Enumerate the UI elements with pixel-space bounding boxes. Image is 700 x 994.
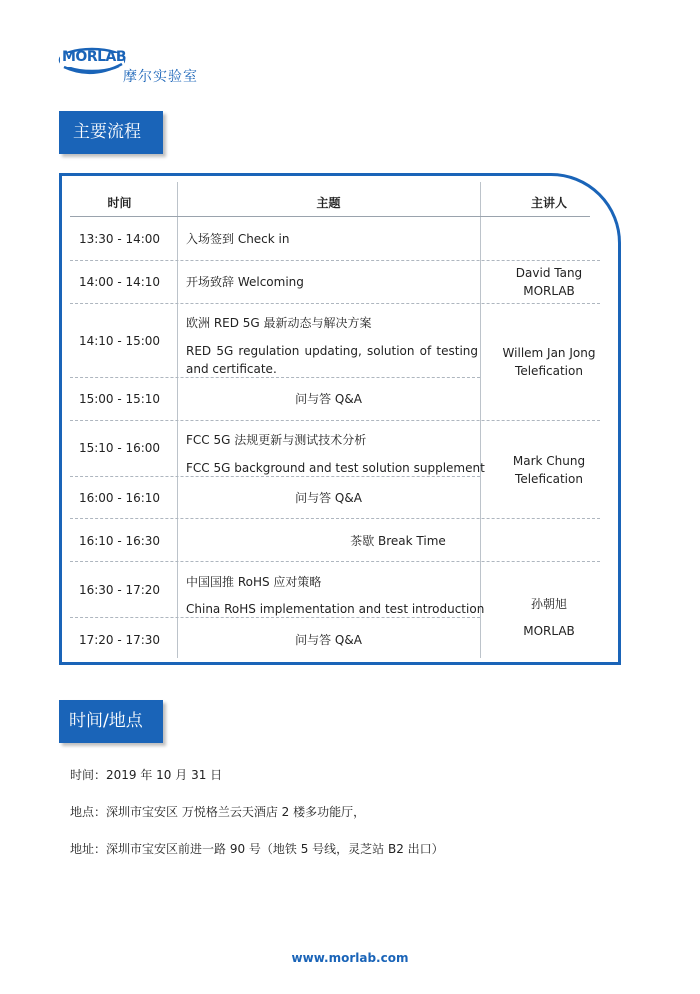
- header-topic: 主题: [316, 196, 341, 210]
- speaker-name: David Tang: [515, 266, 583, 280]
- table-row-topic: 问与答 Q&A: [295, 633, 362, 647]
- logo-text: 摩尔实验室: [123, 69, 198, 85]
- table-row-topic: 茶歇 Break Time: [350, 534, 446, 548]
- table-row-time: 14:00 - 14:10: [78, 275, 161, 289]
- row-divider: [70, 260, 600, 261]
- header-speaker: 主讲人: [530, 196, 567, 210]
- row-divider: [70, 420, 600, 421]
- table-row-topic-en: China RoHS implementation and test introduction: [186, 602, 485, 616]
- table-row-topic: 开场致辞 Welcoming: [186, 275, 304, 289]
- table-row-topic-cn: FCC 5G 法规更新与测试技术分析: [186, 433, 367, 447]
- row-divider: [70, 617, 480, 618]
- logo-mark: MORLAB: [62, 49, 127, 65]
- row-divider: [70, 561, 600, 562]
- header-divider: [70, 216, 590, 217]
- speaker-name: Mark Chung: [512, 454, 586, 468]
- table-row-topic-cn: 欧洲 RED 5G 最新动态与解决方案: [186, 316, 372, 330]
- table-row-time: 15:00 - 15:10: [78, 392, 161, 406]
- morlab-logo: [58, 40, 218, 88]
- table-row-time: 13:30 - 14:00: [78, 232, 161, 246]
- table-row-time: 16:30 - 17:20: [78, 583, 161, 597]
- table-row-time: 16:10 - 16:30: [78, 534, 161, 548]
- event-date: 时间：2019 年 10 月 31 日: [70, 768, 223, 782]
- header-time: 时间: [107, 196, 132, 210]
- row-divider: [70, 377, 480, 378]
- event-address: 地址：深圳市宝安区前进一路 90 号（地铁 5 号线，灵芝站 B2 出口）: [70, 842, 444, 856]
- table-row-time: 16:00 - 16:10: [78, 491, 161, 505]
- table-row-topic-en: FCC 5G background and test solution supplement: [186, 461, 485, 475]
- table-row-topic-en: RED 5G regulation updating, solution of testing and certificate.: [186, 344, 478, 376]
- row-divider: [70, 303, 600, 304]
- table-row-time: 17:20 - 17:30: [78, 633, 161, 647]
- table-row-time: 14:10 - 15:00: [78, 334, 161, 348]
- table-row-time: 15:10 - 16:00: [78, 441, 161, 455]
- speaker-org: Telefication: [515, 472, 583, 486]
- table-row-topic-cn: 中国国推 RoHS 应对策略: [186, 575, 322, 589]
- table-row-topic: 入场签到 Check in: [186, 232, 290, 246]
- agenda-table: [59, 173, 621, 665]
- table-row-topic: 问与答 Q&A: [295, 491, 362, 505]
- agenda-section-title: 主要流程: [59, 111, 163, 154]
- speaker-org: MORLAB: [523, 624, 575, 638]
- speaker-org: Telefication: [515, 364, 583, 378]
- table-row-topic: 问与答 Q&A: [295, 392, 362, 406]
- event-place: 地点：深圳市宝安区 万悦格兰云天酒店 2 楼多功能厅，: [70, 805, 366, 819]
- speaker-name: Willem Jan Jong: [502, 346, 596, 360]
- venue-section-title: 时间/地点: [59, 700, 163, 743]
- speaker-org: MORLAB: [523, 284, 575, 298]
- row-divider: [70, 476, 480, 477]
- speaker-name: 孙朝旭: [530, 597, 567, 611]
- website-link[interactable]: www.morlab.com: [291, 951, 409, 965]
